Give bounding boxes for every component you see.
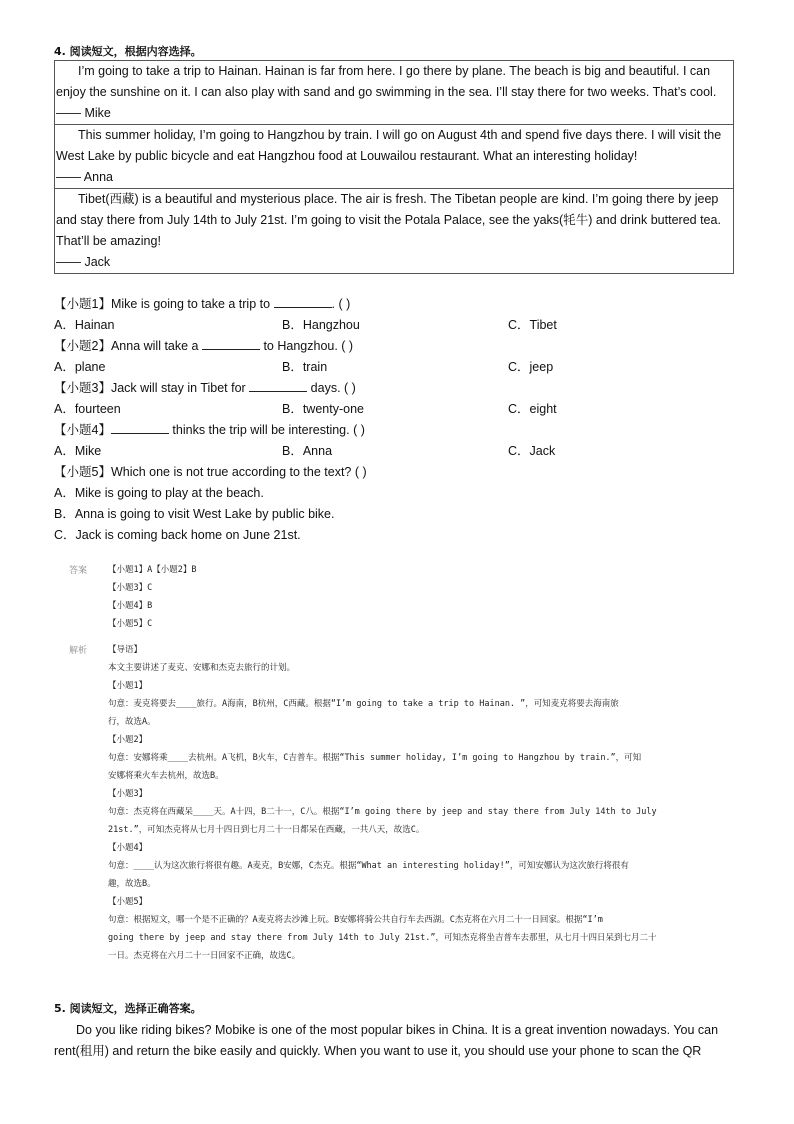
analysis-line: 本文主要讲述了麦克、安娜和杰克去旅行的计划。 — [108, 663, 296, 673]
option-a[interactable]: A．fourteen — [54, 402, 121, 416]
question-stem — [54, 294, 350, 315]
analysis-line: 句意：杰克将在西藏呆____天。A十四，B二十一，C八。根据“I’m going there by jeep and stay there from July 14th to July — [108, 807, 657, 817]
question-5-heading: 5. 阅读短文，选择正确答案。 — [54, 1002, 202, 1015]
answer-line: 【小题4】B — [108, 601, 153, 611]
answer-blank — [111, 421, 169, 434]
analysis-line: 安娜将乘火车去杭州，故选B。 — [108, 771, 224, 781]
answer-label: 答案 — [69, 566, 88, 576]
analysis-line: 【小题2】 — [108, 735, 148, 745]
answer-line: 【小题5】C — [108, 619, 153, 629]
passage-anna — [55, 124, 733, 188]
question-stem-pre: 【小题3】Jack will stay in Tibet for — [54, 381, 250, 395]
passage-jack — [55, 188, 733, 273]
option-c[interactable]: C．Jack is coming back home on June 21st. — [54, 528, 301, 542]
analysis-line: 21st.”，可知杰克将从七月十四日到七月二十一日都呆在西藏，一共八天，故选C。 — [108, 825, 425, 835]
passage-signature: —— Mike — [56, 106, 111, 120]
question-4-heading: 4. 阅读短文，根据内容选择。 — [54, 45, 202, 58]
question-5-paragraph: Do you like riding bikes? Mobike is one of the most popular bikes in China. It is a great invention nowadays. You can rent(租用) and return the bike easily and quickly. When you want to use it, you should use your phone to scan the QR — [54, 1023, 719, 1058]
question-stem-post: days. ( ) — [307, 381, 356, 395]
answer-blank — [202, 337, 260, 350]
analysis-line: 【小题3】 — [108, 789, 148, 799]
analysis-line: 【小题5】 — [108, 897, 148, 907]
analysis-line: 趣，故选B。 — [108, 879, 156, 889]
passage-text: This summer holiday, I’m going to Hangzhou by train. I will go on August 4th and spend five days there. I will visit the West Lake by public bicycle and eat Hangzhou food at Louwailou restaurant. What an interesting holiday! — [56, 128, 722, 163]
question-stem-post: thinks the trip will be interesting. ( ) — [168, 423, 365, 437]
question-stem-pre: 【小题1】Mike is going to take a trip to — [54, 297, 274, 311]
question-stem-pre: 【小题4】 — [54, 423, 111, 437]
option-a[interactable]: A．plane — [54, 360, 106, 374]
analysis-line: 句意：根据短文，哪一个是不正确的？A麦克将去沙滩上玩。B安娜将骑公共自行车去西湖。C杰克将在六月二十一日回家。根据“I’m — [108, 915, 603, 925]
option-a[interactable]: A．Hainan — [54, 318, 115, 332]
option-c[interactable]: C．Jack — [508, 444, 556, 458]
analysis-line: 句意：安娜将乘____去杭州。A飞机，B火车，C吉普车。根据“This summer holiday, I’m going to Hangzhou by train.”，可知 — [108, 753, 642, 763]
analysis-line: 行，故选A。 — [108, 717, 156, 727]
option-b[interactable]: B．twenty-one — [282, 402, 364, 416]
analysis-line: 一日。杰克将在六月二十一日回家不正确，故选C。 — [108, 951, 301, 961]
passage-signature: —— Jack — [56, 255, 111, 269]
option-b[interactable]: B．train — [282, 360, 328, 374]
option-c[interactable]: C．eight — [508, 402, 557, 416]
passage-signature: —— Anna — [56, 170, 113, 184]
passage-table — [54, 60, 734, 274]
answer-blank — [274, 295, 332, 308]
answer-line: 【小题3】C — [108, 583, 153, 593]
question-stem — [54, 420, 365, 441]
question-stem: 【小题5】Which one is not true according to the text? ( ) — [54, 465, 367, 479]
analysis-line: 句意：麦克将要去____旅行。A海南，B杭州，C西藏。根据“I’m going to take a trip to Hainan. ”，可知麦克将要去海南旅 — [108, 699, 619, 709]
analysis-line: 【导语】 — [108, 645, 143, 655]
passage-text: I’m going to take a trip to Hainan. Hainan is far from here. I go there by plane. The beach is big and beautiful. I can enjoy the sunshine on it. I can also play with sand and go swimming in the sea. I’ll stay there for two weeks. That’s cool. — [56, 64, 717, 99]
option-b[interactable]: B．Hangzhou — [282, 318, 360, 332]
question-stem — [54, 378, 356, 399]
question-stem-pre: 【小题2】Anna will take a — [54, 339, 202, 353]
passage-mike — [55, 61, 733, 124]
option-c[interactable]: C．jeep — [508, 360, 554, 374]
answer-blank — [249, 379, 307, 392]
option-a[interactable]: A．Mike is going to play at the beach. — [54, 486, 264, 500]
analysis-line: 【小题1】 — [108, 681, 148, 691]
analysis-line: 【小题4】 — [108, 843, 148, 853]
analysis-line: 句意：____认为这次旅行将很有趣。A麦克，B安娜，C杰克。根据“What an interesting holiday!”，可知安娜认为这次旅行将很有 — [108, 861, 629, 871]
option-b[interactable]: B．Anna — [282, 444, 333, 458]
analysis-label: 解析 — [69, 646, 88, 656]
option-b[interactable]: B．Anna is going to visit West Lake by public bike. — [54, 507, 335, 521]
question-stem-post: to Hangzhou. ( ) — [259, 339, 354, 353]
answer-line: 【小题1】A【小题2】B — [108, 565, 197, 575]
question-stem-post: . ( ) — [331, 297, 351, 311]
passage-text: Tibet(西藏) is a beautiful and mysterious place. The air is fresh. The Tibetan people are kind. I’m going there by jeep and stay there from July 14th to July 21st. I’m going to visit the Potala Palace, see the yaks(牦牛) and drink buttered tea. That’ll be amazing! — [56, 192, 721, 248]
option-c[interactable]: C．Tibet — [508, 318, 557, 332]
analysis-line: going there by jeep and stay there from July 14th to July 21st.”，可知杰克将坐吉普车去那里，从七月十四日呆到七月二十 — [108, 933, 657, 943]
question-stem — [54, 336, 353, 357]
option-a[interactable]: A．Mike — [54, 444, 102, 458]
